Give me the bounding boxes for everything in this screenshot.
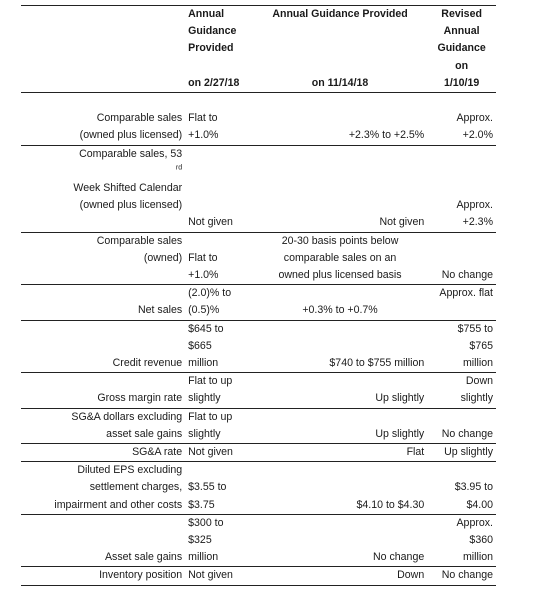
cell-col1: Flat to up slightly [188,375,233,405]
cell-col2: Up slightly [375,392,425,405]
header-row [21,6,496,75]
table-row [21,408,496,443]
row-label: Credit revenue [112,357,183,370]
table-row [21,462,496,515]
cell-col1: Flat to +1.0% [188,251,219,282]
row-label: Comparable sales (owned) [96,234,183,264]
cell-col2: No change [372,551,425,564]
cell-col1: $3.55 to $3.75 [188,481,227,511]
row-label: Comparable sales, 53 $^{rd}$ Week Shifted Calendar (owned plus licensed) [73,147,183,212]
cell-col2: +2.3% to +2.5% [348,129,425,142]
header-annual-guidance: Annual Guidance Provided [188,8,237,55]
header-date-1: on 2/27/18 [188,76,240,89]
row-label: SG&A dollars excluding asset sale gains [71,410,183,440]
table-row [21,567,496,585]
table-row [21,93,496,146]
cell-col3: Approx. +2.0% [456,112,493,142]
header-date-label-cell [21,75,185,93]
header-label-cell [21,6,185,75]
cell-col1: Not given [188,569,233,582]
table-row [21,232,496,285]
cell-col3: $3.95 to $4.00 [454,481,493,511]
cell-col1: $300 to $325 million [188,516,224,564]
row-label: Inventory position [99,569,183,582]
guidance-table [21,5,496,586]
cell-col3: Up slightly [444,446,493,459]
row-label: SG&A rate [132,446,183,459]
cell-col1: Not given [188,216,233,229]
header-date-2: on 11/14/18 [311,76,369,89]
cell-col3: No change [441,569,493,582]
cell-col1: Flat to +1.0% [188,112,219,142]
table-row [21,145,496,232]
table-row [21,373,496,408]
cell-col1: Flat to up slightly [188,410,233,440]
cell-col3: $755 to $765 million [457,322,493,370]
cell-col2: $4.10 to $4.30 [356,498,425,511]
cell-col3: Down slightly [460,375,493,405]
cell-col2: Down [397,569,425,582]
row-label: Asset sale gains [104,551,183,564]
cell-col2: Not given [379,216,425,229]
header-dates-row [21,75,496,93]
table-row [21,444,496,462]
cell-col3: No change [441,269,493,282]
cell-col1: $645 to $665 million [188,322,224,370]
header-annual-guidance-provided: Annual Guidance Provided [272,8,408,20]
header-date-3: 1/10/19 [443,76,480,89]
cell-col3: No change [441,427,493,440]
row-label: Diluted EPS excluding settlement charges, impairment and other costs [54,464,183,511]
row-label: Net sales [137,304,183,317]
table-row [21,320,496,373]
row-label: Gross margin rate [97,392,183,405]
header-revised-guidance: Revised Annual Guidance on [437,8,486,72]
cell-col1: Not given [188,446,233,459]
cell-col2: 20-30 basis points below comparable sales on an owned plus licensed basis [278,234,402,282]
cell-col2: Up slightly [375,427,425,440]
cell-col3: Approx. flat [439,287,493,300]
table-row [21,514,496,567]
cell-col2: +0.3% to +0.7% [302,304,378,317]
cell-col3: Approx. +2.3% [456,199,493,229]
cell-col3: Approx. $360 million [456,516,493,564]
cell-col1: (2.0)% to (0.5)% [188,287,232,317]
row-label: Comparable sales (owned plus licensed) [79,112,183,142]
cell-col2: Flat [406,446,425,459]
table-row [21,285,496,320]
cell-col2: $740 to $755 million [329,357,425,370]
